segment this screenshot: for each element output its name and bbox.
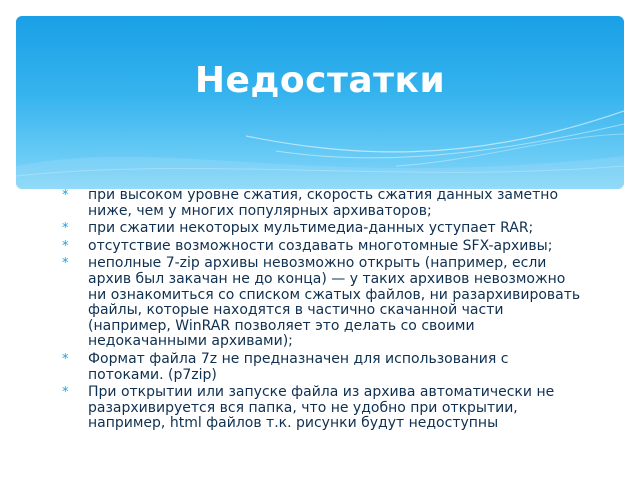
list-item [62, 352, 582, 383]
asterisk-bullet-icon: * [62, 385, 69, 401]
asterisk-bullet-icon: * [62, 238, 69, 254]
title-banner [16, 16, 624, 189]
wave-decoration [16, 16, 624, 189]
list-item-text: При открытии или запуске файла из архива автоматически не разархивируется вся папка, что не удобно при открытии, например, html файлов т.к. рисунки будут недоступны [88, 384, 555, 432]
list-item-text: при сжатии некоторых мультимедиа-данных уступает RAR; [88, 220, 534, 237]
asterisk-bullet-icon: * [62, 221, 69, 237]
list-item [62, 188, 582, 219]
asterisk-bullet-icon: * [62, 351, 69, 367]
asterisk-bullet-icon: * [62, 188, 69, 203]
list-item [62, 239, 582, 255]
list-item-text: Формат файла 7z не предназначен для использования с потоками. (p7zip) [88, 350, 509, 383]
list-item [62, 221, 582, 237]
bullet-list [62, 188, 582, 434]
list-item-text: отсутствие возможности создавать многотомные SFX-архивы; [88, 237, 553, 254]
list-item-text: неполные 7-zip архивы невозможно открыть (например, если архив был закачан не до конца) — у таких архивов невозможно ни ознакомиться со списком сжатых файлов, ни разархивировать файлы, которые находятся в частично скачанной части (например, WinRAR позволяет это делать со своими недокачанными архивами); [88, 255, 581, 350]
asterisk-bullet-icon: * [62, 256, 69, 272]
list-item [62, 385, 582, 432]
slide-title: Недостатки [194, 60, 446, 101]
list-item-text: при высоком уровне сжатия, скорость сжатия данных заметно ниже, чем у многих популярных архиваторов; [88, 187, 559, 219]
list-item [62, 256, 582, 350]
